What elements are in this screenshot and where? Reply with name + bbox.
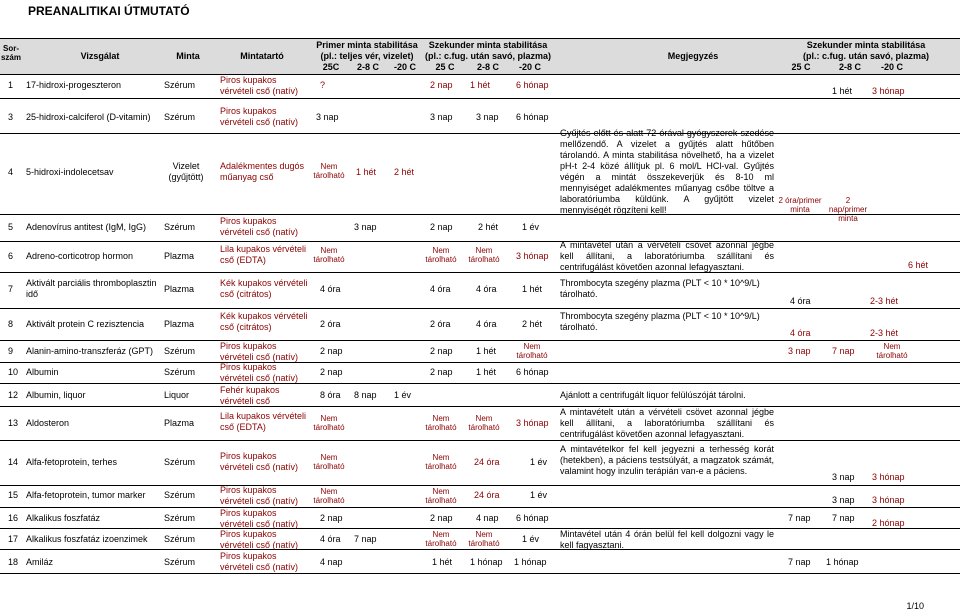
szekunder-25c: Nem tárolható	[425, 530, 457, 548]
temp-m1: 25 C	[791, 62, 811, 72]
szekunder-minus20c: 1 év	[522, 534, 540, 544]
row-sample: Vizelet (gyűjtött)	[168, 161, 204, 182]
szekunder-minus20c: 1 hónap	[514, 557, 547, 567]
row-number: 3	[8, 112, 14, 122]
szekunder-minus20c: 1 év	[530, 490, 548, 500]
temp-s1: 25 C	[435, 62, 455, 72]
row-container: Piros kupakos vérvételi cső (natív)	[220, 216, 299, 237]
row-rule	[0, 507, 960, 508]
row-number: 17	[8, 534, 19, 544]
row-test-name: Alkalikus foszfatáz	[26, 513, 101, 523]
row-test-name: Aktivált protein C rezisztencia	[26, 319, 145, 329]
header-szekunder-title: Szekunder minta stabilitása	[428, 40, 548, 50]
szekunder-25c: 4 óra	[430, 284, 451, 294]
row-sample: Szérum	[164, 534, 196, 544]
szekunder-25c: 2 nap	[430, 367, 453, 377]
row-sample: Plazma	[164, 251, 195, 261]
szekunder-2-8c: 24 óra	[474, 490, 500, 500]
header-megjegyzes: Megjegyzés	[667, 51, 719, 61]
row-rule	[0, 98, 960, 99]
row-number: 10	[8, 367, 19, 377]
temp-s2: 2-8 C	[476, 62, 499, 72]
row-test-name: Alfa-fetoprotein, terhes	[26, 457, 118, 467]
header-mintatarto: Mintatartó	[240, 51, 284, 61]
row-number: 4	[8, 167, 14, 177]
row-rule	[0, 440, 960, 441]
row-container: Piros kupakos vérvételi cső (natív)	[220, 551, 299, 572]
szekunder-25c: 2 nap	[430, 346, 453, 356]
row-rule	[0, 133, 960, 134]
row-rule	[0, 528, 960, 529]
primer-value: 4 nap	[320, 557, 343, 567]
right-2-8c: 7 nap	[832, 513, 855, 523]
row-number: 16	[8, 513, 19, 523]
row-sample: Szérum	[164, 513, 196, 523]
right-2-8c: 2 nap/primer minta	[828, 196, 868, 223]
primer-value: ?	[320, 80, 326, 90]
row-container: Piros kupakos vérvételi cső (natív)	[220, 362, 299, 383]
szekunder-2-8c: 3 nap	[476, 112, 499, 122]
primer-2-8c: 1 hét	[356, 167, 377, 177]
row-rule	[0, 406, 960, 407]
szekunder-25c: Nem tárolható	[425, 453, 457, 471]
row-test-name: Adenovírus antitest (IgM, IgG)	[26, 222, 147, 232]
temp-m3: -20 C	[880, 62, 903, 72]
szekunder-minus20c: 1 hét	[522, 284, 543, 294]
szekunder-minus20c: Nem tárolható	[516, 342, 548, 360]
szekunder-minus20c: 1 év	[522, 222, 540, 232]
szekunder-2-8c: Nem tárolható	[468, 246, 500, 264]
row-test-name: Aldosteron	[26, 418, 70, 428]
row-container: Piros kupakos vérvételi cső (natív)	[220, 106, 299, 127]
row-rule	[0, 383, 960, 384]
row-test-name: Alkalikus foszfatáz izoenzimek	[26, 534, 148, 544]
primer-value: 4 óra	[320, 534, 341, 544]
primer-value: Nem tárolható	[313, 453, 345, 471]
right-2-8c: 1 hét	[832, 86, 853, 96]
szekunder-minus20c: 3 hónap	[516, 251, 549, 261]
row-sample: Szérum	[164, 490, 196, 500]
primer-value: 4 óra	[320, 284, 341, 294]
right-minus20c: 3 hónap	[872, 86, 905, 96]
row-sample: Liquor	[164, 390, 190, 400]
row-test-name: Alfa-fetoprotein, tumor marker	[26, 490, 146, 500]
page-title: PREANALITIKAI ÚTMUTATÓ	[28, 4, 190, 18]
szekunder-minus20c: 6 hónap	[516, 513, 549, 523]
szekunder-2-8c: Nem tárolható	[468, 414, 500, 432]
header-primer-sub: (pl.: teljes vér, vizelet)	[320, 51, 414, 61]
szekunder-25c: 3 nap	[430, 112, 453, 122]
row-note: Ajánlott a centrifugált liquor felülúszóját tárolni.	[560, 390, 746, 400]
row-test-name: Aktivált parciális thromboplasztin idő	[26, 278, 157, 299]
primer-2-8c: 8 nap	[354, 390, 377, 400]
row-note: Mintavétel után 4 órán belül fel kell dolgozni vagy le kell fagyasztani.	[560, 529, 774, 550]
right-25c: 3 nap	[788, 346, 811, 356]
right-minus20c: 6 hét	[908, 260, 929, 270]
row-sample: Szérum	[164, 346, 196, 356]
header-szekunder-sub: (pl.: c.fug. után savó, plazma)	[424, 51, 551, 61]
szekunder-25c: 2 nap	[430, 80, 453, 90]
header-top-rule	[0, 38, 960, 39]
szekunder-2-8c: 1 hét	[476, 367, 497, 377]
row-rule	[0, 241, 960, 242]
temp-m2: 2-8 C	[838, 62, 861, 72]
row-container: Adalékmentes dugós műanyag cső	[220, 161, 305, 182]
szekunder-2-8c: 4 óra	[476, 319, 497, 329]
primer-value: Nem tárolható	[313, 414, 345, 432]
row-number: 12	[8, 390, 19, 400]
row-test-name: Alanin-amino-transzferáz (GPT)	[26, 346, 154, 356]
szekunder-25c: 2 óra	[430, 319, 451, 329]
row-container: Kék kupakos vérvételi cső (citrátos)	[220, 311, 308, 332]
right-minus20c: 3 hónap	[872, 495, 905, 505]
row-test-name: 17-hidroxi-progeszteron	[26, 80, 122, 90]
row-test-name: Albumin	[26, 367, 59, 377]
szekunder-minus20c: 6 hónap	[516, 367, 549, 377]
szekunder-2-8c: 2 hét	[478, 222, 499, 232]
row-container: Piros kupakos vérvételi cső (natív)	[220, 529, 299, 550]
primer-value: Nem tárolható	[313, 487, 345, 505]
page-number: 1/10	[906, 601, 924, 611]
row-rule	[0, 549, 960, 550]
right-25c: 7 nap	[788, 513, 811, 523]
right-25c: 7 nap	[788, 557, 811, 567]
row-note: A mintavétel után a vérvételi csövet azonnal jégbe kell állítani, a laboratóriumba szállítani és centrifugálást követően azonnal lefagyasztani.	[560, 240, 774, 272]
row-sample: Szérum	[164, 80, 196, 90]
row-container: Piros kupakos vérvételi cső (natív)	[220, 75, 299, 96]
right-minus20c: Nem tárolható	[876, 342, 908, 360]
szekunder-2-8c: 4 nap	[476, 513, 499, 523]
row-rule	[0, 340, 960, 341]
primer-value: 2 nap	[320, 513, 343, 523]
header-szekunder2-title: Szekunder minta stabilitása	[806, 40, 926, 50]
temp-p1: 25C	[322, 62, 340, 72]
szekunder-25c: 2 nap	[430, 222, 453, 232]
row-number: 15	[8, 490, 19, 500]
row-sample: Szérum	[164, 557, 196, 567]
szekunder-minus20c: 6 hónap	[516, 112, 549, 122]
row-rule	[0, 214, 960, 215]
row-container: Piros kupakos vérvételi cső (natív)	[220, 508, 299, 529]
row-container: Kék kupakos vérvételi cső (citrátos)	[220, 278, 308, 299]
header-sorszam: Sor-szám	[0, 44, 21, 62]
row-container: Piros kupakos vérvételi cső (natív)	[220, 341, 299, 362]
row-note: Gyűjtés előtt és alatt 72 órával gyógyszerek szedése mellőzendő. A vizelet a gyűjtés alatt hűtőben tárolandó. A minta stabilitása növelhető, ha a vizelet pH-t 2-4 közé állítjuk pl. 6 mol/L HCl-val. Gyűjtés végén a mintát összekeverjük és 8-10 ml mennyiséget adalékmentes műanyag csőbe töltve a laboratóriumba küldünk. A gyűjtött vizelet mennyiségét rögzíteni kell!	[560, 128, 774, 215]
szekunder-25c: Nem tárolható	[425, 414, 457, 432]
right-25c: 2 óra/primer minta	[778, 196, 822, 214]
header-minta: Minta	[176, 51, 200, 61]
row-number: 5	[8, 222, 14, 232]
temp-p3: -20 C	[393, 62, 416, 72]
right-minus20c: 2 hónap	[872, 518, 905, 528]
szekunder-25c: Nem tárolható	[425, 487, 457, 505]
row-rule	[0, 573, 960, 574]
szekunder-2-8c: 1 hét	[470, 80, 491, 90]
row-note: Thrombocyta szegény plazma (PLT < 10 * 10^9/L) tárolható.	[560, 278, 760, 299]
row-sample: Szérum	[164, 112, 196, 122]
row-test-name: 5-hidroxi-indolecetsav	[26, 167, 114, 177]
primer-value: 2 nap	[320, 346, 343, 356]
primer-value: 8 óra	[320, 390, 341, 400]
szekunder-2-8c: 4 óra	[476, 284, 497, 294]
temp-s3: -20 C	[518, 62, 541, 72]
row-number: 13	[8, 418, 19, 428]
szekunder-minus20c: 6 hónap	[516, 80, 549, 90]
primer-minus20c: 1 év	[394, 390, 412, 400]
header-szekunder2-sub: (pl.: c.fug. után savó, plazma)	[802, 51, 929, 61]
szekunder-2-8c: Nem tárolható	[468, 530, 500, 548]
row-rule	[0, 485, 960, 486]
row-number: 1	[8, 80, 14, 90]
primer-2-8c: 7 nap	[354, 534, 377, 544]
row-sample: Szérum	[164, 367, 196, 377]
right-2-8c: 2-3 hét	[870, 296, 899, 306]
primer-2-8c: 3 nap	[354, 222, 377, 232]
temp-p2: 2-8 C	[356, 62, 379, 72]
row-rule	[0, 272, 960, 273]
primer-value: 2 nap	[320, 367, 343, 377]
right-2-8c: 3 nap	[832, 472, 855, 482]
primer-value: Nem tárolható	[313, 246, 345, 264]
row-number: 18	[8, 557, 19, 567]
row-number: 9	[8, 346, 14, 356]
right-2-8c: 3 nap	[832, 495, 855, 505]
right-25c: 4 óra	[790, 296, 811, 306]
primer-value: 3 nap	[316, 112, 339, 122]
row-rule	[0, 308, 960, 309]
szekunder-minus20c: 3 hónap	[516, 418, 549, 428]
primer-value: 2 óra	[320, 319, 341, 329]
row-test-name: Albumin, liquor	[26, 390, 86, 400]
right-2-8c: 7 nap	[832, 346, 855, 356]
row-note: A mintavételt után a vérvételi csövet azonnal jégbe kell állítani, a laboratóriumba szállítani és centrifugálást követően azonnal lefagyasztani.	[560, 407, 774, 439]
row-container: Lila kupakos vérvételi cső (EDTA)	[220, 244, 307, 265]
right-2-8c: 1 hónap	[826, 557, 859, 567]
row-test-name: Amiláz	[26, 557, 54, 567]
header-vizsgalat: Vizsgálat	[80, 51, 120, 61]
primer-minus20c: 2 hét	[394, 167, 415, 177]
row-number: 14	[8, 457, 19, 467]
primer-value: Nem tárolható	[313, 162, 345, 180]
row-number: 8	[8, 319, 14, 329]
row-container: Fehér kupakos vérvételi cső	[220, 385, 280, 406]
row-note: A mintavételkor fel kell jegyezni a terhesség korát (hetekben), a páciens testsúlyát, a magzatok számát, valamint hogy inzulin terápián van-e a páciens.	[560, 444, 774, 476]
row-number: 7	[8, 284, 14, 294]
row-test-name: 25-hidroxi-calciferol (D-vitamin)	[26, 112, 151, 122]
row-sample: Plazma	[164, 319, 195, 329]
right-minus20c: 3 hónap	[872, 472, 905, 482]
row-container: Lila kupakos vérvételi cső (EDTA)	[220, 411, 307, 432]
right-25c: 4 óra	[790, 328, 811, 338]
szekunder-25c: Nem tárolható	[425, 246, 457, 264]
szekunder-25c: 2 nap	[430, 513, 453, 523]
szekunder-2-8c: 24 óra	[474, 457, 500, 467]
row-sample: Szérum	[164, 222, 196, 232]
szekunder-2-8c: 1 hónap	[470, 557, 503, 567]
szekunder-minus20c: 1 év	[530, 457, 548, 467]
header-bottom-rule	[0, 74, 960, 75]
row-container: Piros kupakos vérvételi cső (natív)	[220, 485, 299, 506]
row-test-name: Adreno-corticotrop hormon	[26, 251, 134, 261]
row-note: Thrombocyta szegény plazma (PLT < 10 * 10^9/L) tárolható.	[560, 311, 760, 332]
szekunder-minus20c: 2 hét	[522, 319, 543, 329]
right-2-8c: 2-3 hét	[870, 328, 899, 338]
row-container: Piros kupakos vérvételi cső (natív)	[220, 451, 299, 472]
row-rule	[0, 362, 960, 363]
szekunder-2-8c: 1 hét	[476, 346, 497, 356]
row-number: 6	[8, 251, 14, 261]
szekunder-25c: 1 hét	[432, 557, 453, 567]
header-primer-title: Primer minta stabilitása	[316, 40, 418, 50]
row-sample: Szérum	[164, 457, 196, 467]
row-sample: Plazma	[164, 284, 195, 294]
row-sample: Plazma	[164, 418, 195, 428]
